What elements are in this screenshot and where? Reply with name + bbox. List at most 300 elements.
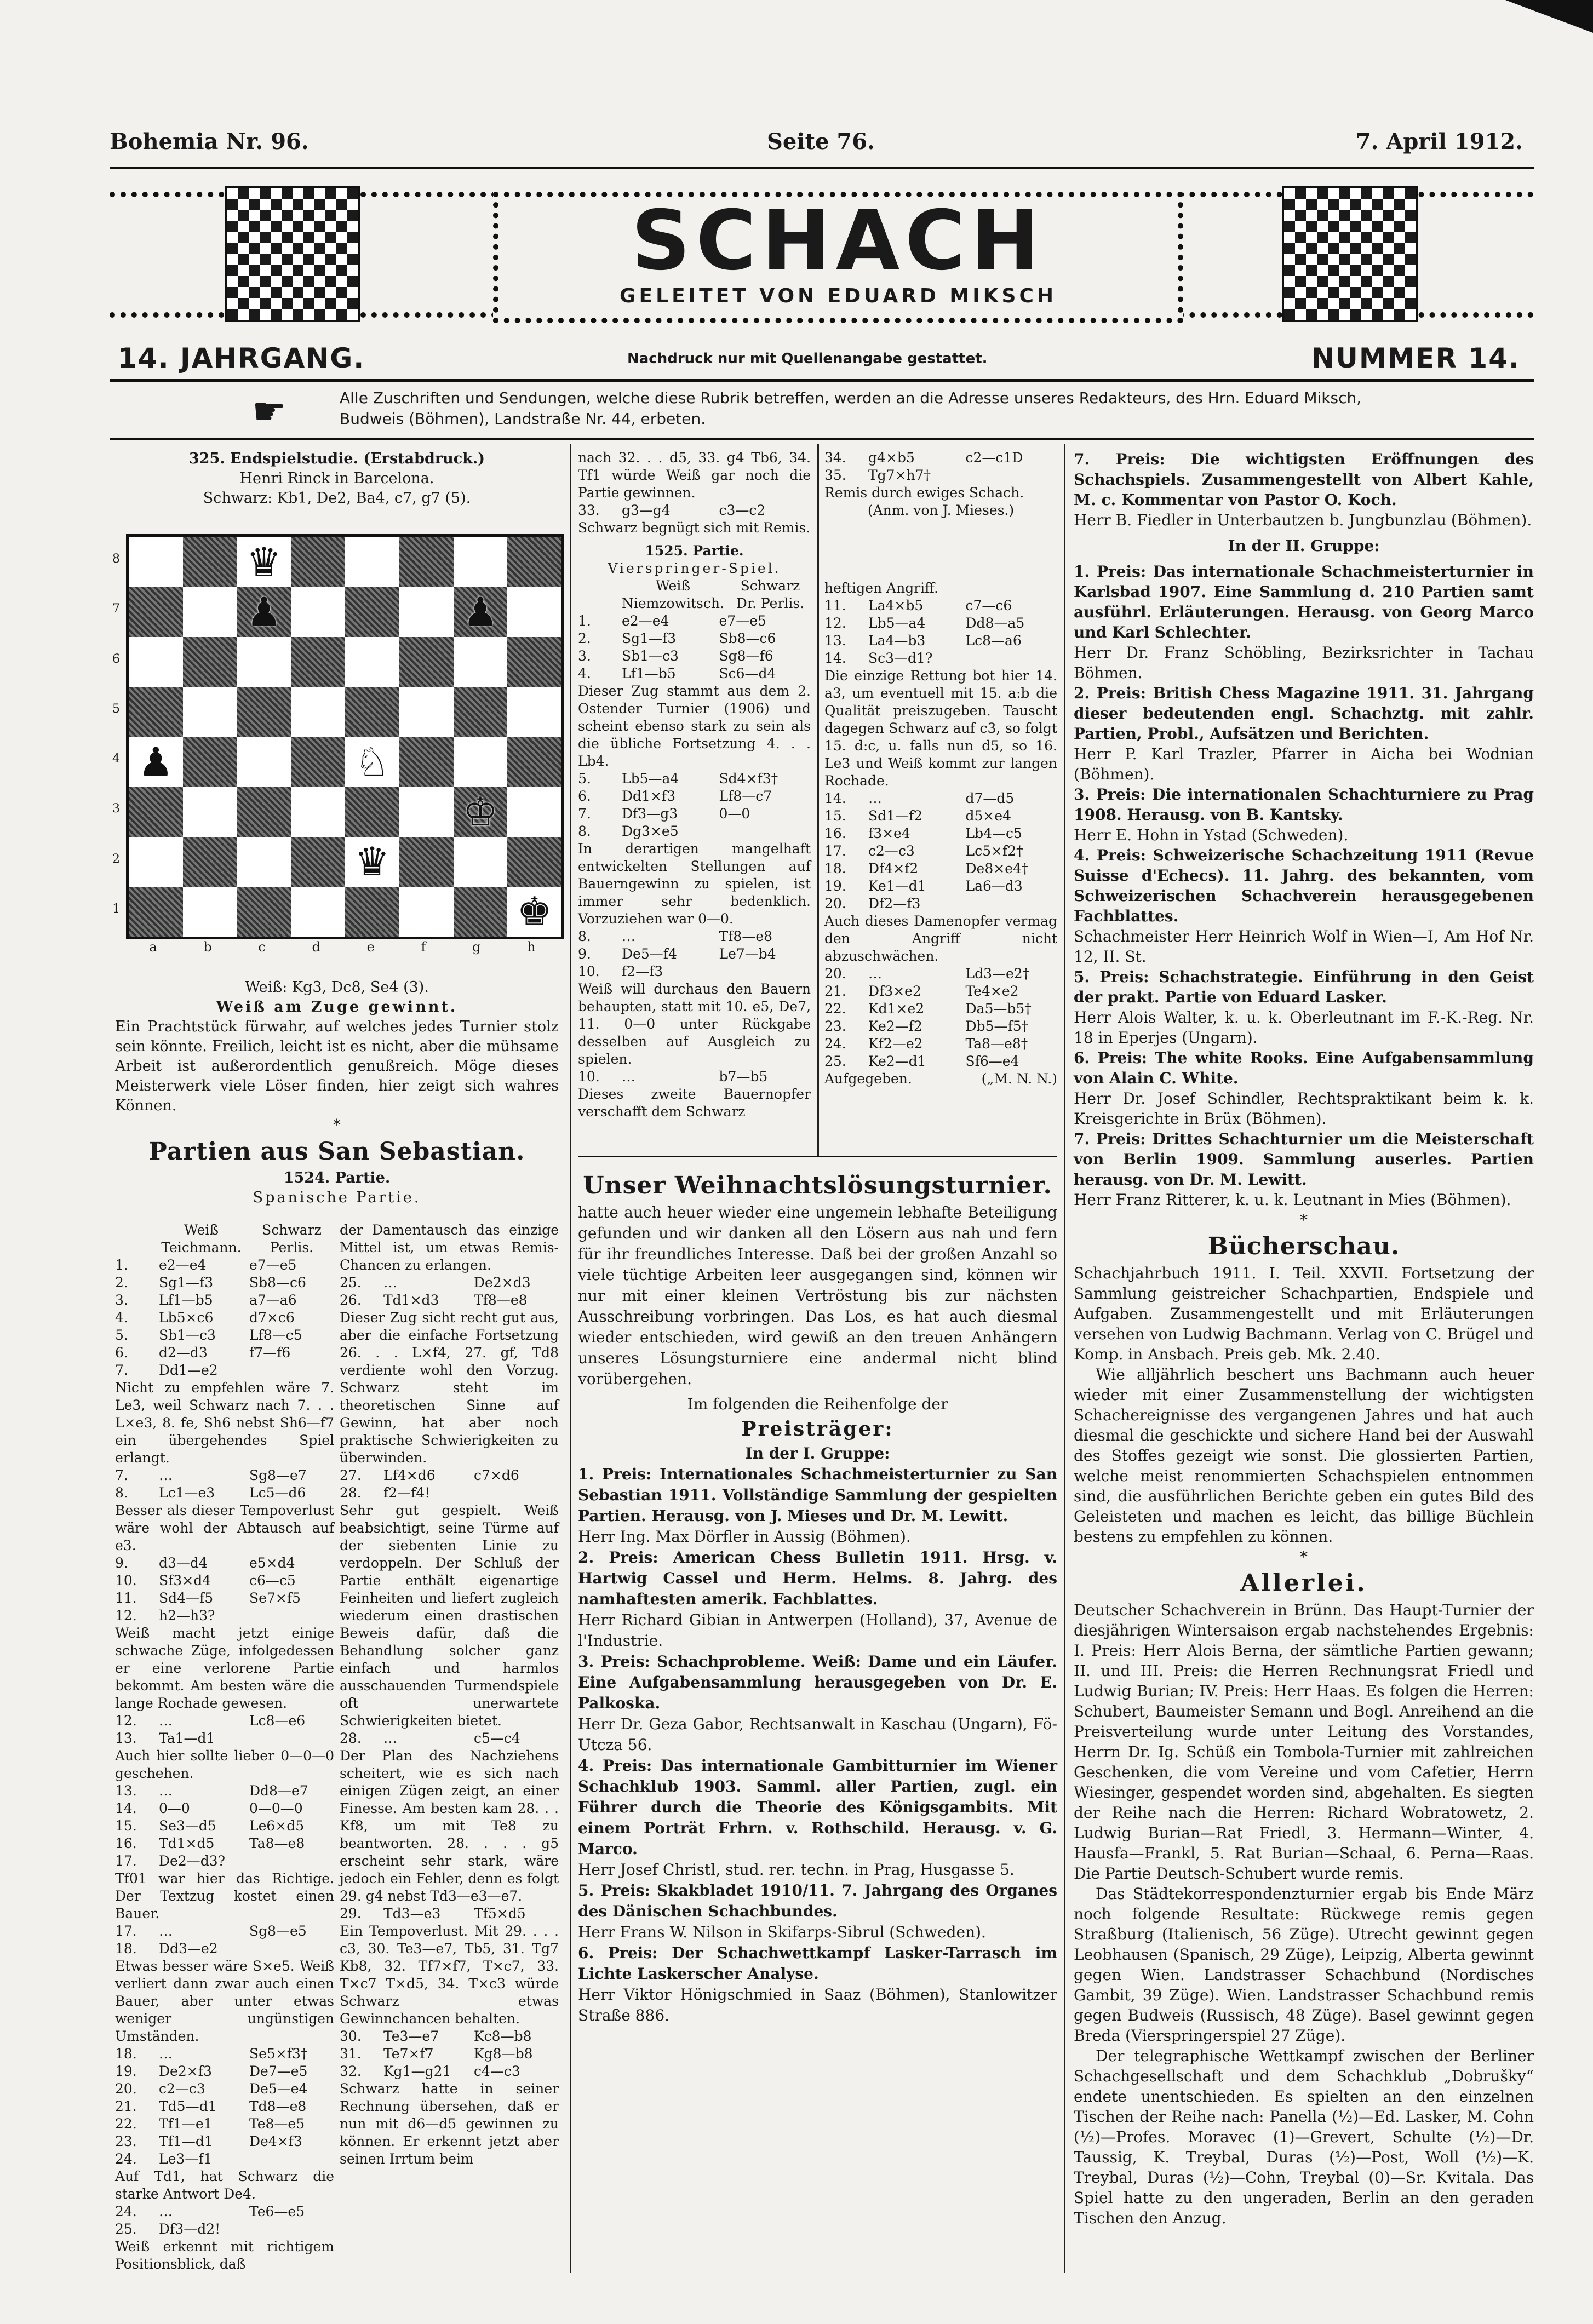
book-review-text: Schachjahrbuch 1911. I. Teil. XXVII. Fortsetzung der Sammlung geistreicher Schachpartien, Endspiele und Aufgaben. Zusammengestellt und mit Erläuterungen versehen von Ludwig Bachmann. Verlag von C. Brügel und Komp. in Ansbach. Preis geb. Mk. 2.40. — [1074, 1264, 1534, 1363]
white-move: Dd1×f3 — [622, 788, 676, 804]
white-move: Ke2—f2 — [868, 1018, 922, 1034]
prize-winner: Herr Josef Christl, stud. rer. techn. in Prag, Husgasse 5. — [578, 1861, 1015, 1879]
board-square — [291, 887, 345, 937]
white-move: … — [159, 1923, 173, 1939]
white-move: Lf1—b5 — [159, 1292, 213, 1308]
white-move: Sb1—c3 — [622, 648, 679, 664]
misc-title: Allerlei. — [1240, 1569, 1367, 1597]
masthead-subtitle: GELEITET VON EDUARD MIKSCH — [620, 285, 1057, 307]
white-move: Ke2—d1 — [868, 1053, 926, 1069]
white-move: … — [159, 1783, 173, 1799]
game1524-continuation — [340, 1221, 559, 2168]
chess-piece-icon: ♚ — [517, 888, 552, 935]
rank-label: 4 — [112, 752, 120, 766]
move-number: 32. — [340, 2063, 362, 2079]
file-label: g — [472, 939, 481, 955]
move-list — [340, 1467, 559, 1502]
game1525-note: Die einzige Rettung bot hier 14. a3, um eventuell mit 15. a:b die Qualität preiszugeben. Tauscht dagegen Schwarz auf c3, so folgt 15. d:c, u. falls nun d5, so 16. Le3 und Weiß kommt zur langen Rochade. — [824, 668, 1057, 789]
board-square — [183, 637, 237, 687]
move-number: 12. — [115, 1608, 137, 1623]
move-number: 3. — [115, 1292, 128, 1308]
game-opening: Spanische Partie. — [253, 1189, 421, 1206]
white-move: Df4×f2 — [868, 860, 919, 876]
board-square — [454, 687, 508, 737]
board-square — [183, 737, 237, 787]
board-square — [507, 787, 561, 836]
white-move: Sf3×d4 — [159, 1573, 211, 1588]
black-move: c2—c1D — [965, 450, 1023, 466]
white-move: g4×b5 — [868, 450, 915, 466]
move-list — [578, 770, 811, 840]
study-title: 325. Endspielstudie. (Erstabdruck.) — [188, 450, 485, 467]
game1524-note: Nicht zu empfehlen wäre 7. Le3, weil Schwarz nach 7. . . L×e3, 8. fe, Sh6 nebst Sh6—f7 ein übergehendes Spiel erlangt. — [115, 1380, 334, 1466]
board-square — [507, 637, 561, 687]
white-move: e2—e4 — [622, 613, 669, 629]
black-move: Lc8—e6 — [249, 1713, 306, 1729]
board-square — [399, 837, 454, 887]
board-square — [237, 737, 291, 787]
rank-label: 2 — [112, 852, 120, 866]
board-square — [399, 587, 454, 636]
move-list — [340, 1274, 559, 1309]
rank-label: 6 — [112, 652, 120, 666]
notice-rule — [110, 438, 1534, 440]
move-number: 22. — [115, 2116, 137, 2132]
column-rule-2a — [817, 444, 819, 1156]
move-number: 13. — [115, 1783, 137, 1799]
move-number: 16. — [824, 825, 846, 841]
prize-winner: Schachmeister Herr Heinrich Wolf in Wien—I, Am Hof Nr. 12, II. St. — [1074, 927, 1534, 966]
game1524-note: Weiß macht jetzt einige schwache Züge, infolgedessen er eine verlorene Partie bekommt. Am besten wäre die lange Rochade gewesen. — [115, 1625, 334, 1711]
scan-corner — [1505, 0, 1593, 33]
move-number: 5. — [578, 771, 591, 787]
prize-winner: Herr Alois Walter, k. u. k. Oberleutnant im F.-K.-Reg. Nr. 18 in Eperjes (Ungarn). — [1074, 1008, 1534, 1047]
board-square — [345, 887, 399, 937]
misc-text: Das Städtekorrespondenzturnier ergab bis Ende März noch folgende Resultate: Rückwege remis gegen Straßburg (Italienisch, 56 Züge). Utrecht gewinnt gegen Leobhausen (Spanisch, 29 Züge), Leipzig, Alberta gewinnt gegen Wien. Landstrasser Schachbund (Nordisches Gambit, 39 Züge). Wien. Landstrasser Schachbund remis gegen Budweis (Russisch, 48 Züge). Basel gewinnt gegen Breda (Vierspringerspiel 27 Züge). — [1074, 1885, 1534, 2045]
board-square — [291, 737, 345, 787]
white-move: De2×f3 — [159, 2063, 212, 2079]
black-move — [719, 823, 811, 840]
black-move: Sb8—c6 — [249, 1275, 306, 1290]
prize-entry: 6. Preis: The white Rooks. Eine Aufgabensammlung von Alain C. White. — [1074, 1049, 1534, 1087]
prize-entry: 2. Preis: American Chess Bulletin 1911. Hrsg. v. Hartwig Cassel und Herm. Helms. 8. Jahrg. des namhaftesten amerik. Fachblattes. — [578, 1548, 1057, 1608]
annotator-credit: („M. N. N.) — [981, 1071, 1057, 1087]
book-review-title: Bücherschau. — [1207, 1232, 1400, 1260]
board-square — [345, 837, 399, 887]
black-move: De5—e4 — [249, 2081, 308, 2097]
white-move: Sg1—f3 — [622, 630, 677, 646]
move-number: 15. — [824, 808, 846, 824]
prize-list — [1074, 449, 1534, 530]
white-move: d3—d4 — [159, 1555, 208, 1571]
board-square — [291, 687, 345, 737]
black-move — [249, 2150, 334, 2168]
black-move — [249, 1607, 334, 1625]
file-label: e — [366, 939, 375, 955]
white-move: Tf1—d1 — [159, 2133, 213, 2149]
black-move — [249, 1940, 334, 1958]
board-square — [345, 787, 399, 836]
board-square — [237, 837, 291, 887]
board-square — [399, 737, 454, 787]
white-move: … — [622, 1069, 635, 1084]
black-move: a7—a6 — [249, 1292, 297, 1308]
white-move: g3—g4 — [622, 502, 671, 518]
board-square — [507, 737, 561, 787]
move-list — [340, 2028, 559, 2080]
black-move — [966, 650, 1058, 667]
move-number: 34. — [824, 450, 846, 466]
black-move — [249, 1852, 334, 1870]
board-square — [237, 587, 291, 636]
study-black-position: Schwarz: Kb1, De2, Ba4, c7, g7 (5). — [203, 490, 471, 507]
board-square — [129, 687, 183, 737]
board-square — [291, 587, 345, 636]
study-task: Weiß am Zuge gewinnt. — [216, 999, 458, 1015]
move-number: 27. — [340, 1467, 362, 1483]
board-square — [399, 637, 454, 687]
black-move: Sg8—e5 — [249, 1923, 307, 1939]
black-move: Dd8—e7 — [249, 1783, 308, 1799]
address-notice-text: Alle Zuschriften und Sendungen, welche diese Rubrik betreffen, werden an die Adresse unseres Redakteurs, des Hrn. Eduard Miksch, Budweis (Böhmen), Landstraße Nr. 44, erbeten. — [340, 389, 1362, 428]
board-square — [399, 687, 454, 737]
game1524-note: Weiß erkennt mit richtigem Positionsblick, daß — [115, 2239, 334, 2272]
black-move: Tf8—e8 — [719, 928, 773, 944]
move-list — [578, 612, 811, 682]
prize-entry: 7. Preis: Drittes Schachturnier um die Meisterschaft von Berlin 1909. Sammlung auserles. Partien herausg. von Dr. M. Lewitt. — [1074, 1130, 1534, 1189]
move-number: 2. — [115, 1275, 128, 1290]
move-number: 13. — [115, 1730, 137, 1746]
board-square — [291, 637, 345, 687]
white-label: Weiß — [655, 578, 691, 594]
board-square — [507, 587, 561, 636]
board-square — [454, 587, 508, 636]
move-list — [115, 1712, 334, 1747]
game1524-note: Etwas besser wäre S×e5. Weiß verliert dann zwar auch einen Bauer, aber unter etwas weniger ungünstigen Umständen. — [115, 1958, 334, 2044]
board-square — [399, 537, 454, 587]
move-number: 10. — [578, 1069, 600, 1084]
game1524-moves — [115, 1221, 334, 2273]
board-square — [129, 787, 183, 836]
prize-winner: Herr Richard Gibian in Antwerpen (Holland), 37, Avenue de l'Industrie. — [578, 1611, 1057, 1650]
black-move: c4—c3 — [474, 2063, 520, 2079]
volume-label: 14. JAHRGANG. — [118, 342, 365, 374]
move-number: 30. — [340, 2028, 362, 2044]
rank-labels — [112, 534, 123, 934]
black-move: 0—0 — [719, 806, 750, 822]
move-list — [824, 449, 1057, 484]
move-number: 23. — [115, 2133, 137, 2149]
white-move: … — [383, 1275, 397, 1290]
black-move: d7—d5 — [965, 790, 1015, 806]
col2-left — [578, 449, 811, 1121]
black-move: Sf6—e4 — [965, 1053, 1019, 1069]
game1524-end-note: nach 32. . . d5, 33. g4 Tb6, 34. Tf1 würde Weiß gar noch die Partie gewinnen. — [578, 450, 811, 501]
black-move: e5×d4 — [249, 1555, 295, 1571]
move-number: 10. — [578, 963, 600, 979]
black-move: De2×d3 — [474, 1275, 531, 1290]
prize-entry: 7. Preis: Die wichtigsten Eröffnungen des Schachspiels. Zusammengestellt von Albert Kahle, M. c. Kommentar von Pastor O. Koch. — [1074, 450, 1534, 509]
black-move: c3—c2 — [719, 502, 766, 518]
move-number: 8. — [578, 928, 591, 944]
game1525-number: 1525. Partie. — [645, 543, 744, 559]
prize-entry: 2. Preis: British Chess Magazine 1911. 31. Jahrgang dieser bedeutenden engl. Schachztg. mit zahlr. Partien, Probl., Aufsätzen und Berichten. — [1074, 684, 1534, 743]
move-number: 19. — [115, 2063, 137, 2079]
move-list — [578, 1068, 811, 1086]
black-move: b7—b5 — [719, 1069, 768, 1084]
group1-title: In der I. Gruppe: — [745, 1444, 890, 1462]
move-list — [824, 790, 1057, 913]
move-number: 11. — [824, 598, 846, 613]
prize-entry: 4. Preis: Schweizerische Schachzeitung 1911 (Revue Suisse d'Echecs). 11. Jahrg. des bekannten, vom Schweizerischen Schachverein herausgegebenen Fachblattes. — [1074, 846, 1534, 925]
rank-label: 5 — [112, 702, 120, 716]
move-number: 7. — [578, 806, 591, 822]
prize-winner: Herr Viktor Hönigschmied in Saaz (Böhmen), Stanlowitzer Straße 886. — [578, 1986, 1057, 2024]
board-square — [345, 587, 399, 636]
board-square — [129, 837, 183, 887]
checkerboard-right-icon — [1282, 186, 1418, 322]
black-move: Ld3—e2† — [965, 966, 1030, 982]
white-move: Df3—d2! — [159, 2221, 221, 2237]
black-move: Ta8—e8 — [249, 1835, 305, 1851]
rank-label: 1 — [112, 902, 120, 916]
game1524-end-note: Schwarz begnügt sich mit Remis. — [578, 520, 811, 536]
move-list — [115, 2203, 334, 2238]
prize-list — [578, 1464, 1057, 2026]
move-number: 12. — [115, 1713, 137, 1729]
game1524-end-note: Remis durch ewiges Schach. — [824, 485, 1024, 501]
black-move: La6—d3 — [965, 878, 1023, 894]
game1525-result: Aufgegeben. — [824, 1071, 912, 1087]
black-move: e7—e5 — [249, 1257, 297, 1273]
black-move — [474, 1484, 559, 1502]
board-square — [183, 537, 237, 587]
address-notice — [110, 383, 1534, 438]
black-move: Tf8—e8 — [474, 1292, 528, 1308]
file-label: d — [312, 939, 320, 955]
black-move: Sc6—d4 — [719, 665, 776, 681]
move-number: 4. — [578, 665, 591, 681]
white-move: Tf1—e1 — [159, 2116, 213, 2132]
move-number: 25. — [115, 2221, 137, 2237]
white-move: … — [868, 966, 882, 982]
black-move: Sd4×f3† — [719, 771, 778, 787]
rank-label: 7 — [112, 602, 120, 616]
white-move: Lf1—b5 — [622, 665, 676, 681]
book-review-text: Wie alljährlich beschert uns Bachmann auch heuer wieder mit einer Zusammenstellung der wichtigsten Schachereignisse des vergangenen Jahres und hat auch diesmal die geschickte und sichere Hand bei der Auswahl des Stoffes gezeigt wie sonst. Die glossierten Partien, welche meist renommierten Schachspielen entnommen sind, die ausführlichen Berichte geben ein gutes Bild des Geleisteten und machen es leicht, das billige Büchlein bestens zu empfehlen zu können. — [1074, 1365, 1534, 1546]
separator-star: * — [1300, 1211, 1308, 1229]
white-move: c2—c3 — [868, 843, 915, 859]
white-move: Td1×d3 — [383, 1292, 439, 1308]
file-label: h — [527, 939, 536, 955]
move-number: 21. — [115, 2098, 137, 2114]
prize-winner: Herr Dr. Geza Gabor, Rechtsanwalt in Kaschau (Ungarn), Fö-Utcza 56. — [578, 1715, 1057, 1754]
col2-right — [824, 449, 1057, 1088]
solving-tourney-text: hatte auch heuer wieder eine ungemein lebhafte Beteiligung gefunden und wir danken all den Lösern aus nah und fern für ihr freundliches Interesse. Daß bei der großen Anzahl so viele tüchtige Arbeiten leer ausgegangen sind, können wir nur mit einer kleinen Vertröstung bis zur nächsten Ausschreibung vorbringen. Das Los, es hat auch diesmal wieder entschieden, wird gewiß an den treuen Anhängern unseres Lösungsturniere eine andermal nicht blind vorübergehen. — [578, 1203, 1057, 1388]
prize-entry: 1. Preis: Das internationale Schachmeisterturnier in Karlsbad 1907. Eine Sammlung d. 210 Partien samt ausführl. Erläuterungen. Herausg. von Georg Marco und Karl Schlechter. — [1074, 563, 1534, 641]
misc-text: Der telegraphische Wettkampf zwischen der Berliner Schachgesellschaft und dem Schachklub „Dobrušky“ endete unentschieden. Es spielten an den einzelnen Tischen der Reihe nach: Panella (½)—Ed. Lasker, M. Cohn (½)—Profes. Moravec (1)—Grevert, Schulte (½)—Dr. Taussig, K. Treybal, Duras (½)—Post, Woll (½)—K. Treybal, Duras (½)—Cohn, Treybal (0)—Sr. Kvitala. Das Spiel hatte zu den ungeraden, Berlin an den geraden Tischen den Anzug. — [1074, 2047, 1534, 2227]
move-number: 11. — [115, 1590, 137, 1606]
board-square — [183, 587, 237, 636]
move-number: 4. — [115, 1310, 128, 1325]
study-header — [115, 449, 559, 508]
move-list — [115, 1467, 334, 1502]
header-center: Seite 76. — [767, 129, 875, 154]
study-author: Henri Rinck in Barcelona. — [239, 470, 434, 487]
white-move: f2—f3 — [622, 963, 663, 979]
board-square — [454, 887, 508, 937]
issue-number: NUMMER 14. — [1311, 342, 1520, 374]
move-list — [824, 597, 1057, 667]
group2-title: In der II. Gruppe: — [1228, 537, 1380, 555]
move-list — [340, 1905, 559, 1923]
game1525-note: Dieser Zug stammt aus dem 2. Ostender Turnier (1906) und scheint ebenso stark zu sein als die übliche Fortsetzung 4. . . Lb4. — [578, 683, 811, 769]
black-move: e7—e5 — [719, 613, 766, 629]
white-move: Kd1×e2 — [868, 1001, 925, 1017]
move-list — [115, 1782, 334, 1870]
prize-winner: Herr Ing. Max Dörfler in Aussig (Böhmen). — [578, 1528, 911, 1546]
move-number: 20. — [824, 966, 846, 982]
white-move: Se3—d5 — [159, 1818, 216, 1834]
chess-board — [126, 534, 564, 939]
move-number: 22. — [824, 1001, 846, 1017]
white-player: Teichmann. — [161, 1240, 242, 1255]
black-move: Le7—b4 — [719, 946, 776, 962]
black-move: d7×c6 — [249, 1310, 295, 1325]
black-move: Kc8—b8 — [474, 2028, 532, 2044]
game1524-note: Auf Td1, hat Schwarz die starke Antwort De4. — [115, 2168, 334, 2202]
move-number: 15. — [115, 1818, 137, 1834]
black-move: Se5×f3† — [249, 2046, 308, 2062]
black-move: d5×e4 — [965, 808, 1012, 824]
move-number: 29. — [340, 1906, 362, 1921]
white-move: Sd4—f5 — [159, 1590, 214, 1606]
chess-piece-icon: ♟ — [138, 738, 174, 785]
board-square — [129, 637, 183, 687]
white-move: h2—h3? — [159, 1608, 215, 1623]
white-move: Td1×d5 — [159, 1835, 215, 1851]
black-move — [249, 2220, 334, 2238]
game1524-note: Der Plan des Nachziehens scheitert, wie es sich nach einigen Zügen zeigt, an einer Finesse. Am besten kam 28. . . Kf8, um mit Te8 zu beantworten. 28. . . . g5 erscheint sehr stark, wäre jedoch ein Fehler, denn es folgt 29. g4 nebst Td3—e3—e7. — [340, 1748, 559, 1904]
board-square — [399, 887, 454, 937]
prize-winner: Herr Franz Ritterer, k. u. k. Leutnant in Mies (Böhmen). — [1074, 1191, 1511, 1209]
move-number: 18. — [824, 860, 846, 876]
move-number: 8. — [115, 1485, 128, 1501]
study-footer — [115, 978, 559, 1208]
board-square — [454, 737, 508, 787]
prize-entry: 3. Preis: Die internationalen Schachturniere zu Prag 1908. Herausg. von B. Kantsky. — [1074, 785, 1534, 824]
prize-entry: 6. Preis: Der Schachwettkampf Lasker-Tarrasch im Lichte Laskerscher Analyse. — [578, 1944, 1057, 1983]
move-number: 8. — [578, 823, 591, 839]
black-move — [249, 1730, 334, 1747]
board-square — [345, 537, 399, 587]
black-move: Lf8—c7 — [719, 788, 772, 804]
move-number: 23. — [824, 1018, 846, 1034]
white-move: Lb5×c6 — [159, 1310, 214, 1325]
game1524-note: der Damentausch das einzige Mittel ist, um etwas Remis-Chancen zu erlangen. — [340, 1222, 559, 1273]
move-list — [115, 1554, 334, 1625]
black-move: Sg8—f6 — [719, 648, 773, 664]
chess-piece-icon: ♟ — [462, 588, 498, 635]
col3 — [1074, 449, 1534, 2228]
game1525-note: In derartigen mangelhaft entwickelten Stellungen auf Bauerngewinn zu spielen, ist immer sehr bedenklich. Vorzuziehen war 0—0. — [578, 841, 811, 927]
move-list — [824, 965, 1057, 1070]
black-move: Lc5—d6 — [249, 1485, 306, 1501]
move-number: 14. — [115, 1800, 137, 1816]
chess-piece-icon: ♛ — [246, 538, 282, 585]
white-label: Weiß — [184, 1222, 219, 1238]
white-move: 0—0 — [159, 1800, 190, 1816]
move-number: 20. — [824, 896, 846, 911]
board-square — [454, 637, 508, 687]
black-move: Se7×f5 — [249, 1590, 301, 1606]
move-number: 9. — [578, 946, 591, 962]
rank-label: 3 — [112, 802, 120, 816]
move-number: 7. — [115, 1467, 128, 1483]
board-square — [507, 887, 561, 937]
move-number: 1. — [115, 1257, 128, 1273]
white-move: Kg1—g21 — [383, 2063, 451, 2079]
solving-tourney-section — [578, 1169, 1057, 2026]
game1524-note: Dieser Zug sicht recht gut aus, aber die einfache Fortsetzung 26. . . L×f4, 27. gf, Td8 verdiente wohl den Vorzug. Schwarz steht im theoretischen Sinne auf Gewinn, hat aber noch praktische Schwierigkeiten zu überwinden. — [340, 1310, 559, 1466]
white-move: Ke1—d1 — [868, 878, 926, 894]
white-move: … — [383, 1730, 397, 1746]
white-move: Dd3—e2 — [159, 1941, 218, 1956]
black-move: 0—0—0 — [249, 1800, 303, 1816]
black-move: Le6×d5 — [249, 1818, 305, 1834]
board-square — [129, 887, 183, 937]
move-number: 6. — [578, 788, 591, 804]
black-move — [249, 1362, 334, 1379]
white-move: Dg3×e5 — [622, 823, 679, 839]
move-number: 21. — [824, 983, 846, 999]
study-white-position: Weiß: Kg3, Dc8, Se4 (3). — [245, 979, 429, 996]
masthead-title-box — [493, 192, 1183, 323]
black-move — [719, 963, 811, 980]
white-move: Dd1—e2 — [159, 1362, 218, 1378]
white-move: … — [159, 1713, 173, 1729]
white-move: … — [159, 1467, 173, 1483]
black-move: Ta8—e8† — [965, 1036, 1028, 1052]
move-number: 18. — [115, 1941, 137, 1956]
col2-divider — [578, 1156, 1057, 1157]
white-move: Td3—e3 — [383, 1906, 441, 1921]
board-square — [291, 787, 345, 836]
move-number: 10. — [115, 1573, 137, 1588]
move-number: 9. — [115, 1555, 128, 1571]
move-number: 19. — [824, 878, 846, 894]
board-square — [237, 687, 291, 737]
solving-tourney-order: Im folgenden die Reihenfolge der — [687, 1395, 948, 1413]
prize-winner: Herr B. Fiedler in Unterbautzen b. Jungbunzlau (Böhmen). — [1074, 511, 1532, 529]
rank-label: 8 — [112, 552, 120, 566]
black-move: De7—e5 — [249, 2063, 308, 2079]
white-move: De5—f4 — [622, 946, 677, 962]
move-number: 25. — [340, 1275, 362, 1290]
white-player: Niemzowitsch. — [622, 595, 724, 611]
black-label: Schwarz — [262, 1222, 322, 1238]
header-rule — [110, 167, 1534, 169]
chess-piece-icon: ♔ — [462, 788, 498, 835]
move-list — [115, 1923, 334, 1958]
prize-entry: 5. Preis: Schachstrategie. Einführung in den Geist der prakt. Partie von Eduard Lasker. — [1074, 968, 1534, 1006]
move-number: 24. — [824, 1036, 846, 1052]
white-move: … — [622, 928, 635, 944]
move-number: 12. — [824, 615, 846, 631]
black-move: Dd8—a5 — [965, 615, 1025, 631]
move-number: 28. — [340, 1485, 362, 1501]
black-move: Lc8—a6 — [965, 633, 1022, 649]
